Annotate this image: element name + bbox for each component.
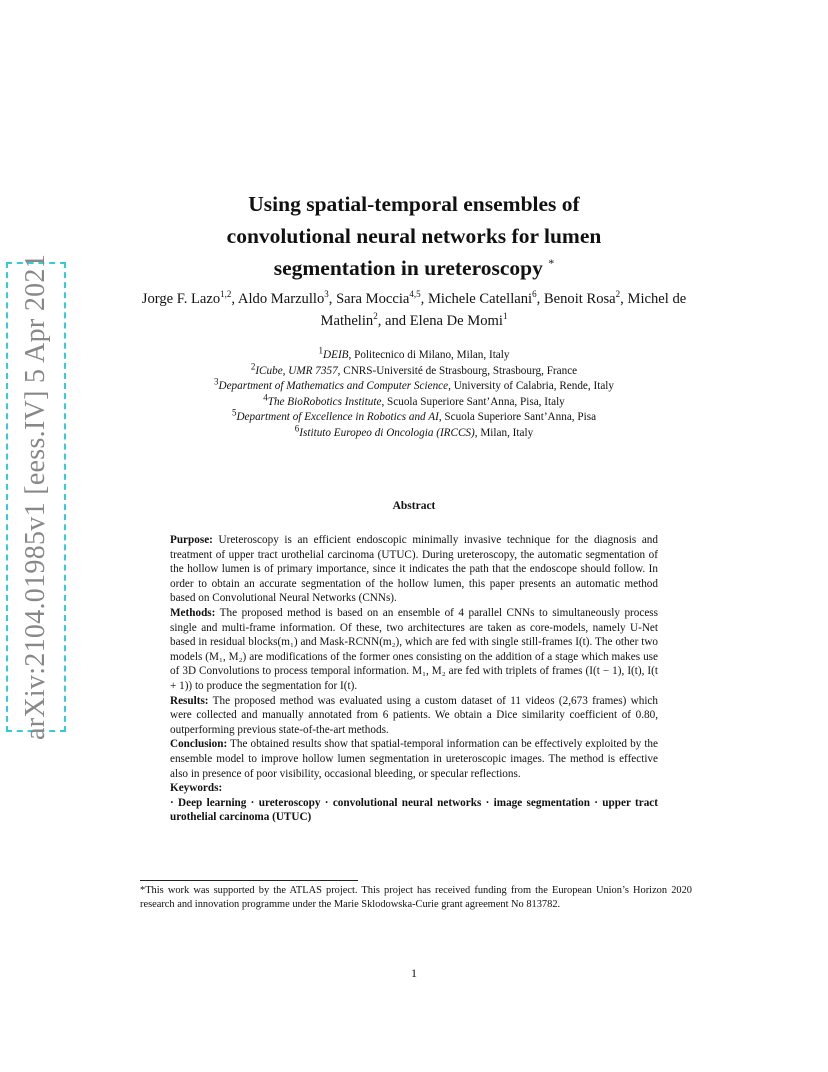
abstract-methods	[170, 606, 658, 694]
methods-label: Methods:	[170, 606, 216, 619]
abstract-body	[170, 533, 658, 825]
affiliation-location: , CNRS-Université de Strasbourg, Strasbourg, France	[337, 364, 578, 377]
author-affil-sup: 6	[532, 289, 537, 300]
conclusion-text: The obtained results show that spatial-temporal information can be effectively exploited by the ensemble model to improve hollow lumen segmentation in ureteroscopic images. The method is effective also in presence of poor visibility, occasional bleeding, or specular reflections.	[170, 738, 658, 780]
affiliation-location: , Milan, Italy	[474, 426, 534, 439]
conclusion-label: Conclusion:	[170, 738, 228, 751]
author-name: Jorge F. Lazo	[141, 291, 221, 307]
purpose-text: Ureteroscopy is an efficient endoscopic minimally invasive technique for the diagnosis and treatment of upper tract urothelial carcinoma (UTUC). During ureteroscopy, the automatic segmentation of the hollow lumen is of primary importance, since it indicates the path that the endoscope should follow. In order to obtain an accurate segmentation of the hollow lumen, this paper presents an automatic method based on Convolutional Neural Networks (CNNs).	[170, 534, 658, 605]
affiliation-number: 5	[231, 407, 237, 418]
affiliations	[140, 345, 688, 441]
affiliation-line	[140, 407, 688, 426]
affiliation-number: 6	[294, 422, 300, 433]
affiliation-line	[140, 391, 688, 411]
abstract-results	[170, 694, 658, 738]
results-label: Results:	[170, 694, 209, 707]
title-line-3: segmentation in ureteroscopy	[273, 256, 543, 280]
author-list	[140, 288, 688, 332]
author-name: Michel de Mathelin	[320, 291, 687, 329]
paper-title	[140, 188, 688, 284]
affiliation-line	[140, 422, 688, 442]
author-separator: ,	[420, 291, 428, 307]
author-name: Elena De Momi	[409, 313, 503, 329]
author-affil-sup: 1,2	[220, 289, 232, 300]
author-separator: ,	[620, 291, 628, 307]
author-affil-sup: 2	[373, 311, 378, 322]
methods-text: The proposed method is based on an ensemble of 4 parallel CNNs to simultaneously process single and multi-frame information. Of these, two architectures are taken as core-models, namely U-Net based in residual blocks(m₁) and Mask-RCNN(m₂), which are fed with single still-frames I(t). The other two models (M₁, M₂) are modifications of the former ones consisting on the addition of a stage which makes use of 3D Convolutions to process temporal information. M₁, M₂ are fed with triplets of frames (I(t − 1), I(t), I(t + 1)) to produce the segmentation for I(t).	[170, 606, 658, 692]
author-name: Aldo Marzullo	[237, 291, 325, 307]
affiliation-location: , Politecnico di Milano, Milan, Italy	[348, 349, 510, 361]
affiliation-number: 3	[213, 376, 219, 387]
affiliation-institution: DEIB	[323, 349, 349, 361]
author-separator: ,	[328, 291, 337, 307]
affiliation-institution: Department of Excellence in Robotics and AI	[236, 411, 439, 423]
affiliation-institution: Istituto Europeo di Oncologia (IRCCS)	[299, 426, 475, 439]
affiliation-line	[140, 345, 688, 364]
author-affil-sup: 4,5	[409, 289, 421, 300]
author-name: Sara Moccia	[336, 291, 410, 307]
arxiv-stamp: arXiv:2104.01985v1 [eess.IV] 5 Apr 2021	[20, 253, 51, 741]
purpose-label: Purpose:	[170, 534, 213, 546]
abstract-conclusion	[170, 737, 658, 781]
footnote-rule	[140, 880, 358, 881]
author-name: Michele Catellani	[427, 291, 533, 307]
affiliation-location: , Scuola Superiore Sant’Anna, Pisa	[438, 411, 597, 423]
affiliation-location: , Scuola Superiore Sant’Anna, Pisa, Italy	[381, 395, 565, 408]
footnote: *This work was supported by the ATLAS project. This project has received funding from the European Union’s Horizon 2020 research and innovation programme under the Marie Sklodowska-Curie grant agreement No 813782.	[140, 885, 692, 910]
author-affil-sup: 2	[615, 289, 621, 300]
author-affil-sup: 1	[502, 311, 508, 322]
author-name: Benoit Rosa	[543, 291, 616, 307]
title-line-2: convolutional neural networks for lumen	[226, 224, 602, 248]
author-separator: ,	[536, 291, 544, 307]
affiliation-number: 1	[318, 345, 324, 356]
affiliation-number: 2	[250, 360, 256, 371]
affiliation-location: , University of Calabria, Rende, Italy	[448, 380, 614, 392]
title-line-1: Using spatial-temporal ensembles of	[248, 192, 580, 216]
page-number: 1	[411, 966, 417, 980]
affiliation-institution: ICube, UMR 7357	[255, 364, 338, 377]
author-affil-sup: 3	[324, 289, 329, 300]
affiliation-line	[140, 360, 688, 380]
keywords-list: · Deep learning · ureteroscopy · convolutional neural networks · image segmentation · upper tract urothelial carcinoma (UTUC)	[170, 796, 658, 824]
results-text: The proposed method was evaluated using a custom dataset of 11 videos (2,673 frames) which were collected and manually annotated from 6 patients. We obtain a Dice similarity coefficient of 0.80, outperforming previous state-of-the-art methods.	[170, 694, 658, 736]
author-separator: , and	[377, 313, 410, 329]
keywords-label: Keywords:	[170, 782, 223, 795]
abstract-heading: Abstract	[392, 500, 436, 512]
affiliation-institution: Department of Mathematics and Computer Science	[218, 380, 449, 392]
abstract-purpose	[170, 533, 658, 606]
author-separator: ,	[231, 291, 238, 307]
affiliation-line	[140, 376, 688, 395]
keywords-heading	[170, 781, 658, 796]
title-footnote-mark: *	[548, 255, 555, 270]
affiliation-institution: The BioRobotics Institute	[267, 395, 382, 408]
affiliation-number: 4	[263, 391, 268, 402]
